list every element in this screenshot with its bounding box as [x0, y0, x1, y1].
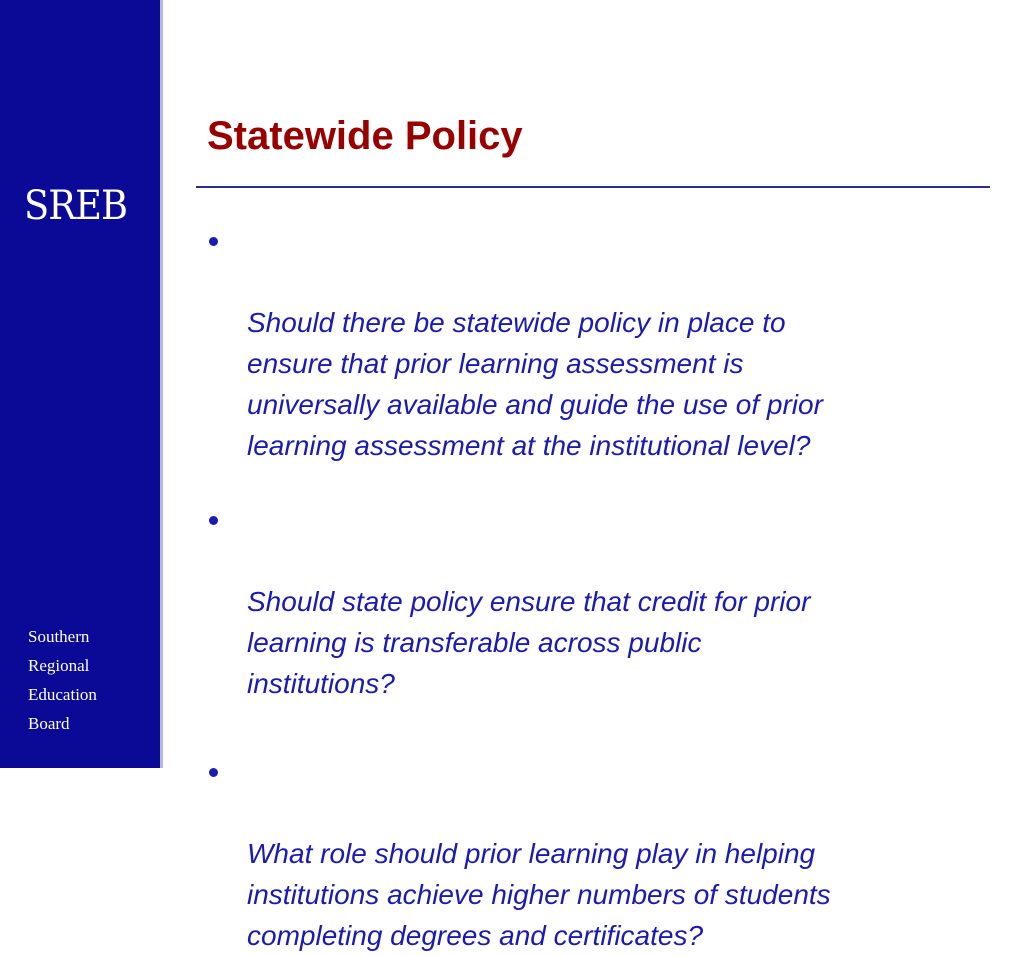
bullet-item [200, 751, 1000, 956]
bullet-list [200, 220, 1000, 956]
org-name-line-4: Board [28, 714, 70, 733]
org-name-line-2: Regional [28, 656, 90, 675]
bullet-icon [209, 516, 218, 525]
title-divider [196, 186, 990, 188]
org-name-line-1: Southern [28, 627, 90, 646]
bullet-icon [209, 237, 218, 246]
bullet-icon [209, 768, 218, 777]
bullet-text: Should state policy ensure that credit for prior learning is transferable across public institutions? [247, 586, 811, 699]
organization-name [28, 622, 97, 738]
org-name-line-3: Education [28, 685, 97, 704]
bullet-text: What role should prior learning play in helping institutions achieve higher numbers of students completing degrees and certificates? [247, 838, 831, 951]
bullet-text: Should there be statewide policy in place to ensure that prior learning assessment is universally available and guide the use of prior learning assessment at the institutional level? [247, 307, 823, 461]
bullet-item [200, 499, 1000, 704]
bullet-item [200, 220, 1000, 466]
sidebar [0, 0, 163, 768]
sreb-logo: SREB [24, 183, 128, 229]
slide-title: Statewide Policy [207, 114, 523, 158]
